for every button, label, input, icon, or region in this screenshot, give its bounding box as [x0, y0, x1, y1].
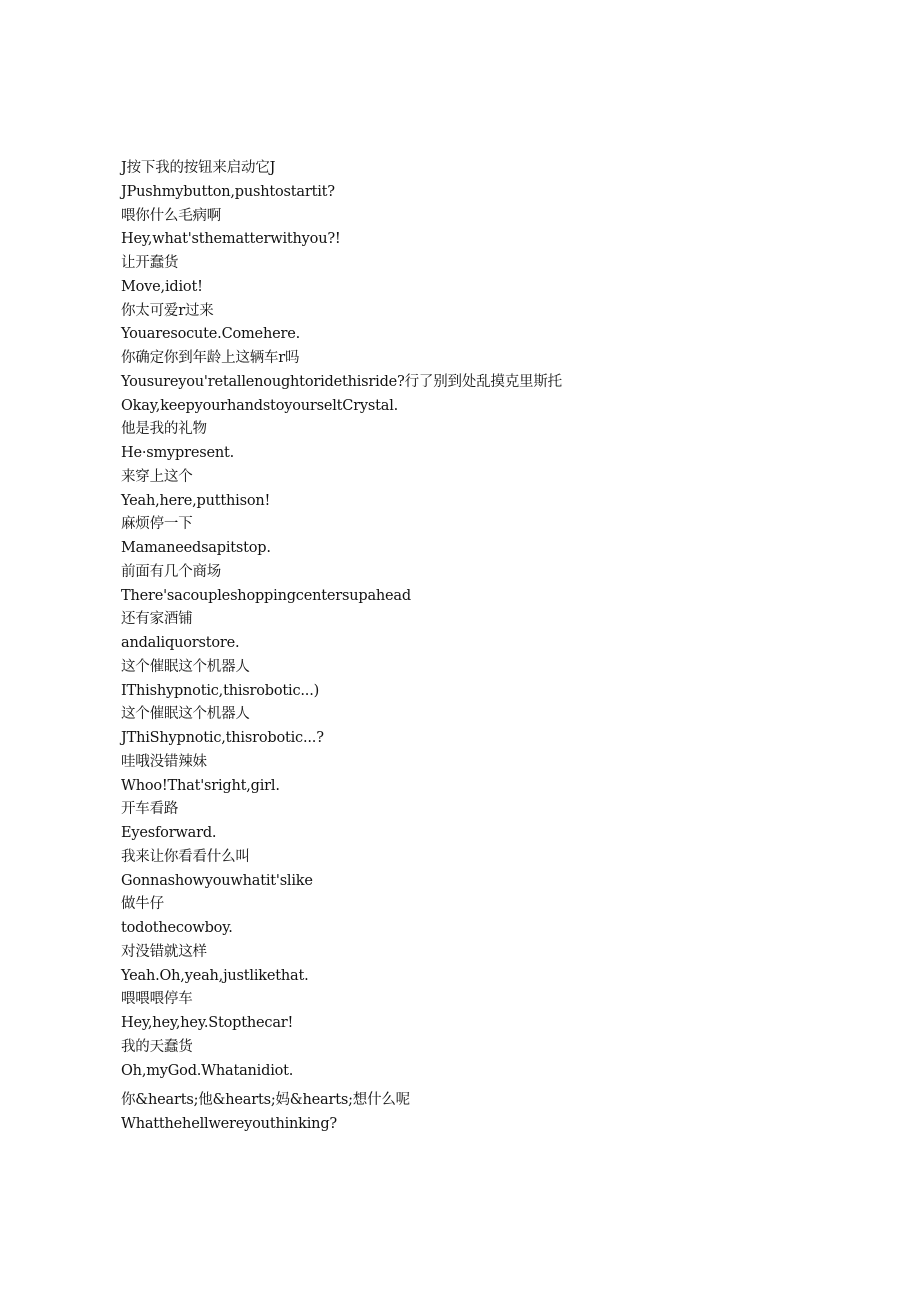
text-line: JPushmybutton,pushtostartit? — [121, 183, 335, 200]
text-line: todothecowboy. — [121, 920, 233, 936]
text-line: Yousureyou'retallenoughtoridethisride?行了别到处乱摸克里斯托 — [121, 373, 562, 390]
text-line: 我来让你看看什么叫 — [121, 848, 250, 865]
text-line: 喂喂喂停车 — [121, 991, 193, 1008]
text-line: 他是我的礼物 — [121, 421, 207, 438]
text-line: Whatthehellwereyouthinking? — [121, 1116, 337, 1132]
text-line: 哇哦没错辣妹 — [121, 753, 207, 770]
text-line: Move,idiot! — [121, 278, 203, 295]
text-line: 喂你什么毛病啊 — [121, 207, 222, 224]
text-line: Gonnashowyouwhatit'slike — [121, 872, 313, 889]
text-line: 你&hearts;他&hearts;妈&hearts;想什么呢 — [121, 1092, 410, 1109]
text-line: IThishypnotic,thisrobotic...) — [121, 682, 320, 699]
text-line: Yeah,here,putthison! — [121, 492, 271, 509]
text-line: There'sacoupleshoppingcentersupahead — [121, 587, 411, 604]
text-line: Eyesforward. — [121, 825, 217, 841]
text-line: 还有家酒铺 — [121, 611, 193, 628]
text-line: Oh,myGod.Whatanidiot. — [121, 1062, 294, 1079]
text-line: 前面有几个商场 — [121, 563, 222, 580]
text-line: Okay,keepyourhandstoyourseltCrystal. — [121, 397, 399, 414]
text-line: 开车看路 — [121, 801, 179, 818]
text-line: 做牛仔 — [121, 896, 164, 913]
text-line: 你太可爱r过来 — [121, 302, 214, 319]
text-line: 这个催眠这个机器人 — [121, 658, 250, 675]
text-line: andaliquorstore. — [121, 635, 240, 651]
text-line: Hey,hey,hey.Stopthecar! — [121, 1015, 294, 1031]
text-line: 让开蠢货 — [121, 255, 179, 271]
text-line: 来穿上这个 — [121, 468, 193, 485]
text-line: Whoo!That'sright,girl. — [121, 777, 280, 794]
text-line: 这个催眠这个机器人 — [121, 706, 250, 723]
text-line: 我的天蠢货 — [121, 1038, 193, 1055]
text-line: Mamaneedsapitstop. — [121, 540, 271, 556]
text-line: Youaresocute.Comehere. — [121, 326, 300, 343]
text-line: 麻烦停一下 — [121, 516, 193, 533]
text-line: Yeah.Oh,yeah,justlikethat. — [121, 967, 309, 984]
subtitle-text-block — [121, 157, 562, 1137]
text-line: 对没错就这样 — [121, 943, 207, 960]
text-line: J按下我的按钮来启动它J — [121, 160, 276, 176]
text-line: JThiShypnotic,thisrobotic...? — [121, 730, 324, 746]
text-line: He·smypresent. — [121, 445, 235, 461]
text-line: Hey,what'sthematterwithyou?! — [121, 231, 341, 248]
text-line: 你确定你到年龄上这辆车r吗 — [121, 350, 300, 366]
